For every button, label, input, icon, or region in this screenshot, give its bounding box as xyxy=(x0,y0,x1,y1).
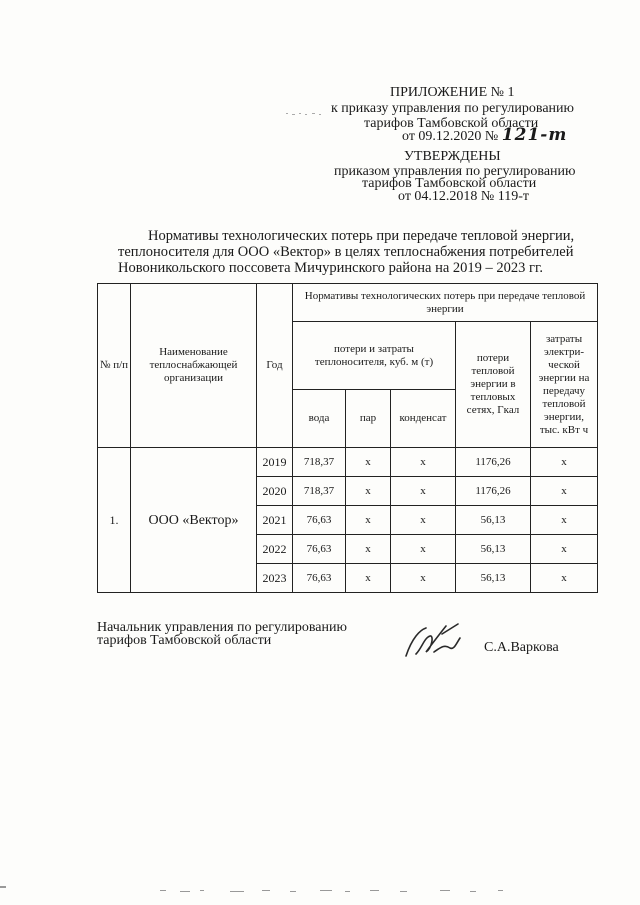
table-row xyxy=(98,448,598,477)
steam-cell: х xyxy=(346,448,391,477)
steam-cell: х xyxy=(346,477,391,506)
header-condensate: конденсат xyxy=(391,390,456,448)
electricity-cell: х xyxy=(531,506,598,535)
doc-title-line-2: теплоносителя для ООО «Вектор» в целях теплоснабжения потребителей xyxy=(118,244,574,260)
header-norms: Нормативы технологических потерь при передаче тепловой энергии xyxy=(293,284,598,322)
year-cell: 2023 xyxy=(257,564,293,593)
norms-table xyxy=(97,283,598,593)
signatory-name: С.А.Варкова xyxy=(484,640,559,655)
condensate-cell: х xyxy=(391,506,456,535)
approved-line-2: тарифов Тамбовской области xyxy=(362,176,537,191)
signatory-position-line-2: тарифов Тамбовской области xyxy=(97,633,272,648)
approved-line-1: приказом управления по регулированию xyxy=(334,164,576,179)
header-year: Год xyxy=(257,284,293,448)
year-cell: 2021 xyxy=(257,506,293,535)
condensate-cell: х xyxy=(391,448,456,477)
header-organization: Наименование теплоснабжающей организации xyxy=(131,284,257,448)
year-cell: 2020 xyxy=(257,477,293,506)
header-num: № п/п xyxy=(98,284,131,448)
doc-title-line-3: Новоникольского поссовета Мичуринского района на 2019 – 2023 гг. xyxy=(118,260,543,276)
heat-loss-cell: 1176,26 xyxy=(456,477,531,506)
signatory-position-line-1: Начальник управления по регулированию xyxy=(97,620,347,635)
electricity-cell: х xyxy=(531,535,598,564)
steam-cell: х xyxy=(346,506,391,535)
header-electricity: затраты электри-ческой энергии на передачу тепловой энергии, тыс. кВт ч xyxy=(531,322,598,448)
water-cell: 76,63 xyxy=(293,564,346,593)
appendix-line-2: тарифов Тамбовской области xyxy=(364,116,539,131)
doc-title-line-1: Нормативы технологических потерь при передаче тепловой энергии, xyxy=(148,228,575,244)
heat-loss-cell: 56,13 xyxy=(456,564,531,593)
header-coolant: потери и затраты теплоносителя, куб. м (т) xyxy=(293,322,456,390)
row-number: 1. xyxy=(98,448,131,593)
heat-loss-cell: 56,13 xyxy=(456,535,531,564)
water-cell: 718,37 xyxy=(293,448,346,477)
electricity-cell: х xyxy=(531,477,598,506)
approved-title: УТВЕРЖДЕНЫ xyxy=(404,149,501,164)
condensate-cell: х xyxy=(391,564,456,593)
appendix-date xyxy=(402,125,568,145)
header-heat-loss: потери тепловой энергии в тепловых сетях, Гкал xyxy=(456,322,531,448)
condensate-cell: х xyxy=(391,535,456,564)
organization-name: ООО «Вектор» xyxy=(131,448,257,593)
handwritten-order-number: 121-т xyxy=(501,125,568,145)
electricity-cell: х xyxy=(531,448,598,477)
heat-loss-cell: 56,13 xyxy=(456,506,531,535)
header-water: вода xyxy=(293,390,346,448)
water-cell: 76,63 xyxy=(293,535,346,564)
heat-loss-cell: 1176,26 xyxy=(456,448,531,477)
year-cell: 2019 xyxy=(257,448,293,477)
electricity-cell: х xyxy=(531,564,598,593)
appendix-date-prefix: от 09.12.2020 № xyxy=(402,129,499,144)
appendix-title: ПРИЛОЖЕНИЕ № 1 xyxy=(390,85,515,100)
steam-cell: х xyxy=(346,564,391,593)
water-cell: 718,37 xyxy=(293,477,346,506)
handwritten-signature xyxy=(398,608,478,668)
appendix-line-1: к приказу управления по регулированию xyxy=(331,101,574,116)
year-cell: 2022 xyxy=(257,535,293,564)
steam-cell: х xyxy=(346,535,391,564)
approved-line-3: от 04.12.2018 № 119-т xyxy=(398,189,530,204)
header-steam: пар xyxy=(346,390,391,448)
water-cell: 76,63 xyxy=(293,506,346,535)
condensate-cell: х xyxy=(391,477,456,506)
